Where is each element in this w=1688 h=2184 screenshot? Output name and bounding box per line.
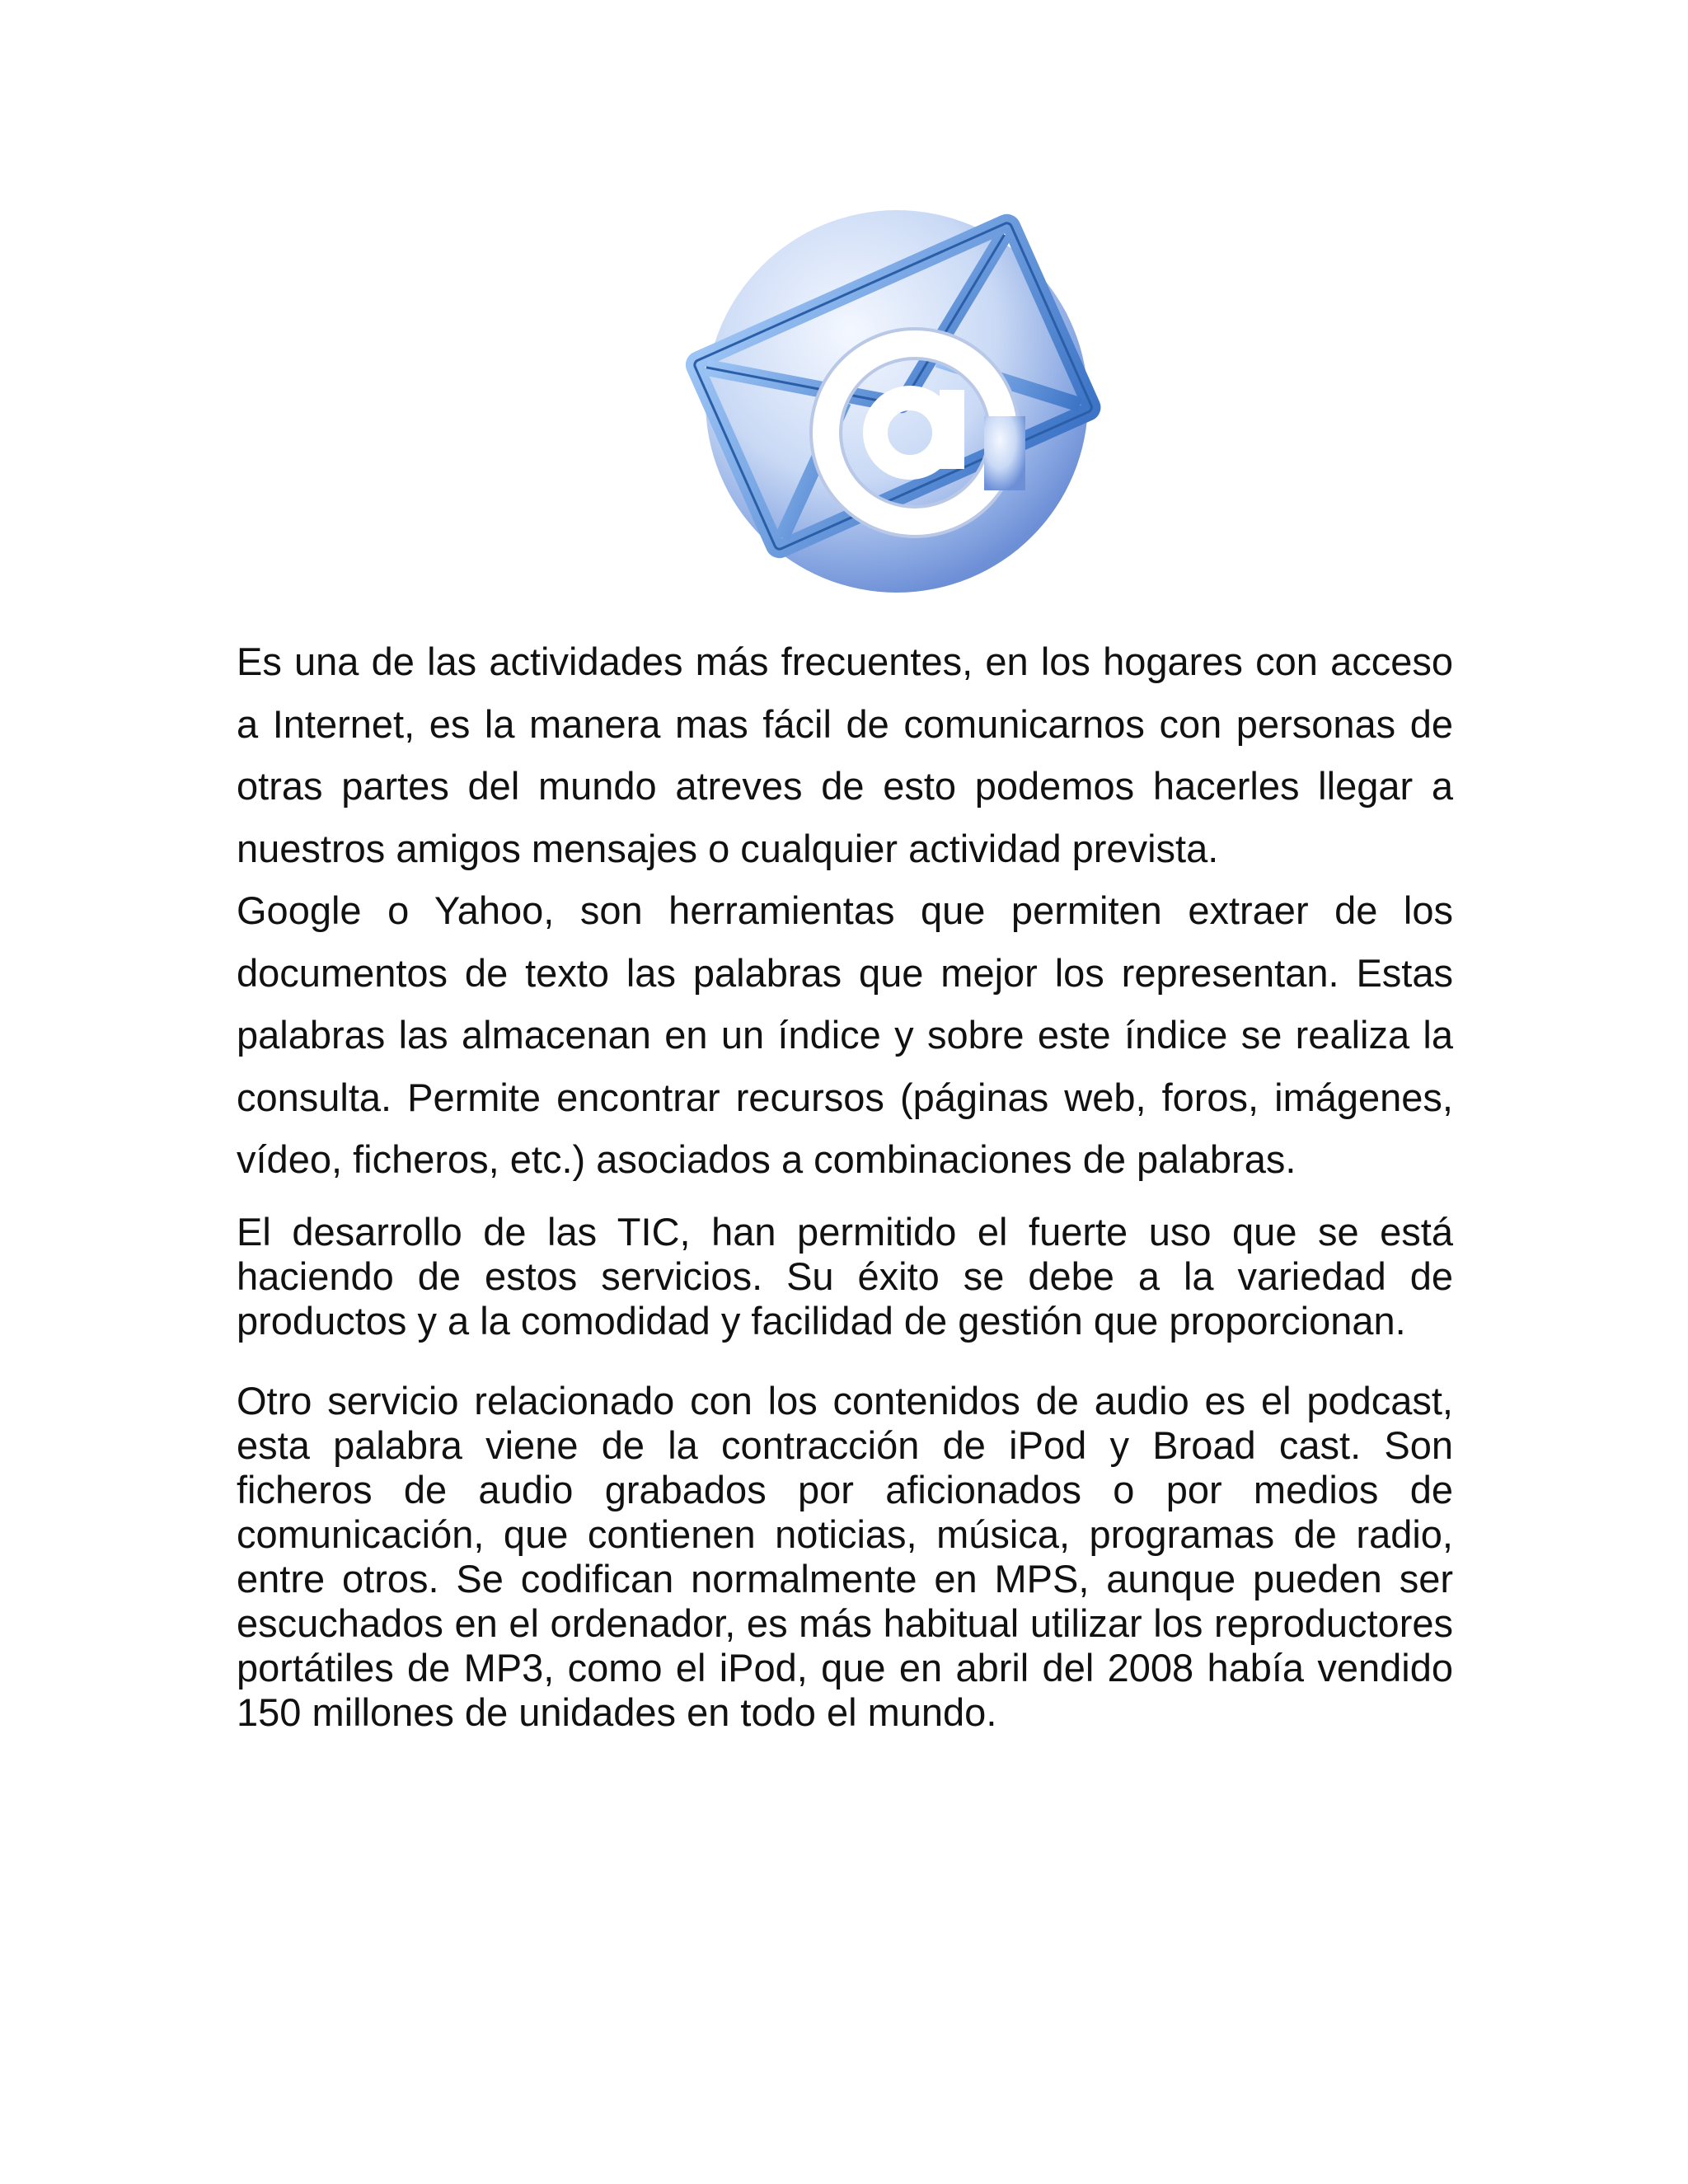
paragraph-email: Es una de las actividades más frecuentes, en los hogares con acceso a Internet, es la manera mas fácil de comunicarnos con personas de otras partes del mundo atreves de esto podemos hacerles llegar a nuestros amigos mensajes o cualquier actividad prevista.	[237, 640, 1453, 870]
text-block-email-and-search	[237, 630, 1453, 1191]
email-at-envelope-icon	[676, 185, 1104, 614]
text-block-podcast	[237, 1379, 1453, 1735]
paragraph-podcast: Otro servicio relacionado con los contenidos de audio es el podcast, esta palabra viene de la contracción de iPod y Broad cast. Son ficheros de audio grabados por aficionados o por medios de comunicación, que contienen noticias, música, programas de radio, entre otros. Se codifican normalmente en MPS, aunque pueden ser escuchados en el ordenador, es más habitual utilizar los reproductores portátiles de MP3, como el iPod, que en abril del 2008 había vendido 150 millones de unidades en todo el mundo.	[237, 1379, 1453, 1734]
paragraph-search-engines: Google o Yahoo, son herramientas que permiten extraer de los documentos de texto las palabras que mejor los representan. Estas palabras las almacenan en un índice y sobre este índice se realiza la consulta. Permite encontrar recursos (páginas web, foros, imágenes, vídeo, ficheros, etc.) asociados a combinaciones de palabras.	[237, 888, 1453, 1181]
text-block-tic	[237, 1210, 1453, 1343]
paragraph-tic: El desarrollo de las TIC, han permitido el fuerte uso que se está haciendo de estos servicios. Su éxito se debe a la variedad de productos y a la comodidad y facilidad de gestión que proporcionan.	[237, 1210, 1453, 1343]
